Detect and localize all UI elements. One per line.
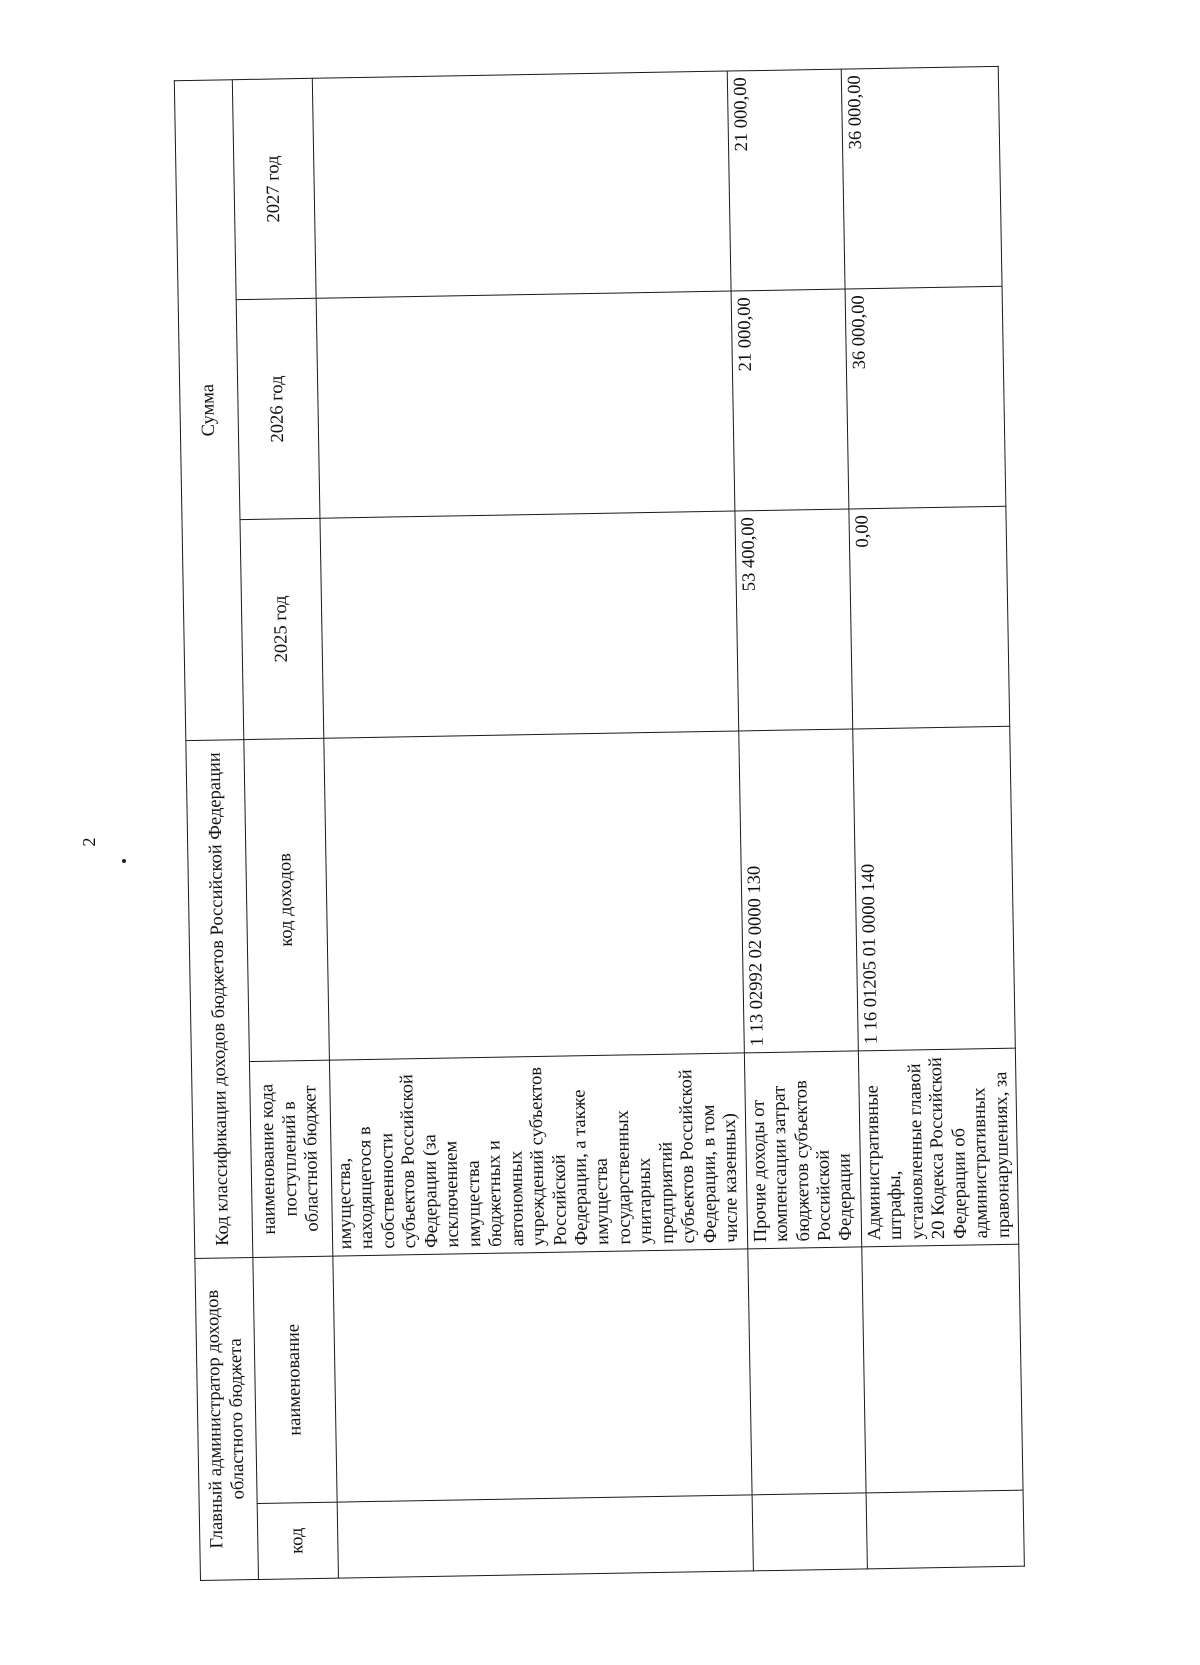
row-income-code: [324, 731, 744, 1060]
header-year-2026: 2026 год: [236, 298, 320, 519]
rotated-page-content: [174, 66, 1090, 1581]
row-sum-2026: [316, 291, 734, 518]
row-sum-2027: 36 000,00: [841, 66, 1002, 289]
row-income-code: 1 13 02992 02 0000 130: [738, 729, 858, 1053]
row-receipt-name: имущества, находящегося в собственности субъектов Российской Федерации (за исключением имущества бюджетных и автономных учреждений субъектов Российской Федерации, а также имущества государственных унитарных предприятий субъектов Российской Федерации, в том числе казенных): [329, 1053, 747, 1256]
table-row: [841, 66, 1024, 1569]
row-income-code: 1 16 01205 01 0000 140: [853, 726, 1016, 1051]
row-code: [866, 1490, 1024, 1569]
header-income-code: код доходов: [244, 738, 330, 1061]
header-code: код: [257, 1502, 338, 1579]
row-name: [862, 1244, 1023, 1493]
header-admin-group: Главный администратор доходов областного бюджета: [195, 1258, 259, 1581]
row-sum-2027: [312, 71, 730, 298]
table-header: [174, 78, 338, 1580]
row-code: [337, 1495, 753, 1578]
row-receipt-name: Административные штрафы, установленные главой 20 Кодекса Российской Федерации об административных правонарушениях, за: [858, 1048, 1019, 1247]
scan-speck: [122, 859, 126, 863]
row-sum-2026: 36 000,00: [845, 286, 1006, 509]
row-sum-2025: [320, 511, 738, 738]
revenue-table: [174, 66, 1025, 1581]
page-number: 2: [79, 837, 99, 847]
row-sum-2026: 21 000,00: [731, 289, 849, 511]
row-sum-2025: 0,00: [849, 506, 1010, 729]
header-sum-group: Сумма: [174, 80, 244, 741]
row-sum-2027: 21 000,00: [727, 69, 845, 291]
header-receipt-name: наименование кода поступлений в областной бюджет: [249, 1060, 332, 1257]
header-year-2025: 2025 год: [240, 518, 324, 739]
header-classification-group: Код классификации доходов бюджетов Российской Федерации: [186, 740, 253, 1259]
table-row: [312, 71, 753, 1578]
row-name: [333, 1249, 752, 1502]
header-year-2027: 2027 год: [232, 78, 316, 299]
row-receipt-name: Прочие доходы от компенсации затрат бюджетов субъектов Российской Федерации: [744, 1051, 862, 1249]
header-name: наименование: [253, 1256, 337, 1503]
row-code: [752, 1493, 868, 1571]
row-name: [747, 1247, 866, 1495]
row-sum-2025: 53 400,00: [735, 509, 853, 731]
